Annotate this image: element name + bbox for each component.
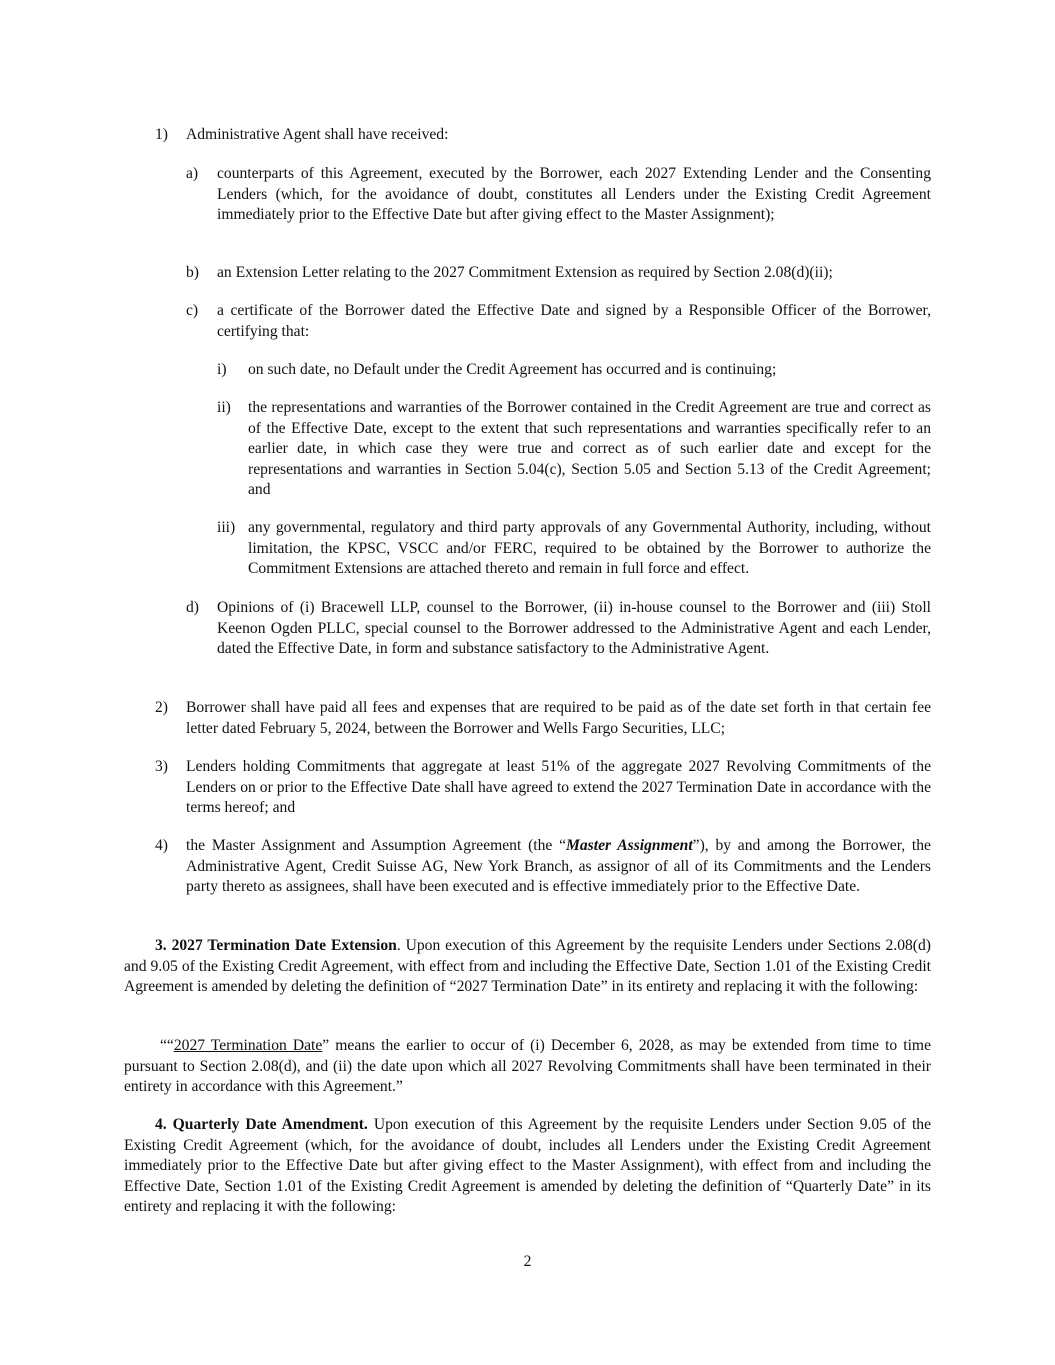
definition-quote: ““2027 Termination Date” means the earlier to occur of (i) December 6, 2028, as may be extended from time to time pursuant to Section 2.08(d), and (ii) the date upon which all 2027 Revolving Commitments shall have been terminated in their entirety in accordance with this Agreement.” xyxy=(124,1037,931,1096)
condition-1d xyxy=(186,598,931,660)
definition-body: ” means the earlier to occur of (i) December 6, 2028, as may be extended from time to time pursuant to Section 2.08(d), and (ii) the date upon which all 2027 Revolving Commitments shall have been terminated in their entirety in accordance with this Agreement.” xyxy=(124,1037,931,1096)
list-number: d) xyxy=(186,599,199,616)
list-text: the representations and warranties of the Borrower contained in the Credit Agreement are true and correct as of the Effective Date, except to the extent that such representations and warranties specifically refer to an earlier date, in which case they were true and correct as of such earlier date and except for the representations and warranties in Section 5.04(c), Section 5.05 and Section 5.13 of the Credit Agreement; and xyxy=(248,399,931,499)
condition-1a xyxy=(186,164,931,226)
condition-1b xyxy=(186,263,931,284)
condition-1c xyxy=(186,301,931,342)
condition-1c-i xyxy=(217,360,931,381)
list-number: 2) xyxy=(155,699,168,716)
list-text: counterparts of this Agreement, executed by the Borrower, each 2027 Extending Lender and the Consenting Lenders (which, for the avoidance of doubt, constitutes all Lenders under the Existing Credit Agreement immediately prior to the Effective Date but after giving effect to the Master Assignment); xyxy=(217,165,931,224)
list-text: Opinions of (i) Bracewell LLP, counsel to the Borrower, (ii) in-house counsel to the Borrower and (iii) Stoll Keenon Ogden PLLC, special counsel to the Borrower addressed to the Administrative Agent and each Lender, dated the Effective Date, in form and substance satisfactory to the Administrative Agent. xyxy=(217,599,931,658)
list-text: any governmental, regulatory and third party approvals of any Governmental Authority, including, without limitation, the KPSC, VSCC and/or FERC, required to be obtained by the Borrower to authorize the Commitment Extensions are attached thereto and remain in full force and effect. xyxy=(248,519,931,578)
section-heading: 3. 2027 Termination Date Extension xyxy=(155,937,397,954)
list-number: 1) xyxy=(155,126,168,143)
defined-term: 2027 Termination Date xyxy=(173,1037,323,1054)
list-text: Administrative Agent shall have received: xyxy=(186,126,449,143)
condition-3 xyxy=(155,757,931,819)
condition-1 xyxy=(155,125,931,146)
list-number: 3) xyxy=(155,758,168,775)
list-text: Lenders holding Commitments that aggregate at least 51% of the aggregate 2027 Revolving Commitments of the Lenders on or prior to the Effective Date shall have agreed to extend the 2027 Termination Date in accordance with the terms hereof; and xyxy=(186,758,931,817)
section-4 xyxy=(124,1115,931,1218)
list-number: 4) xyxy=(155,837,168,854)
list-text: an Extension Letter relating to the 2027 Commitment Extension as required by Section 2.08(d)(ii); xyxy=(217,264,833,281)
section-body: Upon execution of this Agreement by the requisite Lenders under Section 9.05 of the Existing Credit Agreement (which, for the avoidance of doubt, includes all Lenders under the Existing Credit Agreement immediately prior to the Effective Date but after giving effect to the Master Assignment), with effect from and including the Effective Date, Section 1.01 of the Existing Credit Agreement is amended by deleting the definition of “Quarterly Date” in its entirety and replacing it with the following: xyxy=(124,1116,931,1216)
condition-4 xyxy=(155,836,931,898)
condition-2 xyxy=(155,698,931,739)
list-number: c) xyxy=(186,302,199,319)
condition-1c-ii xyxy=(217,398,931,501)
list-number: i) xyxy=(217,361,227,378)
section-3 xyxy=(124,936,931,998)
list-text: the Master Assignment and Assumption Agreement (the “Master Assignment”), by and among the Borrower, the Administrative Agent, Credit Suisse AG, New York Branch, as assignor of all of its Commitments and the Lenders party thereto as assignees, shall have been executed and is effective immediately prior to the Effective Date. xyxy=(186,837,931,896)
condition-1c-iii xyxy=(217,518,931,580)
list-number: a) xyxy=(186,165,199,182)
list-text: on such date, no Default under the Credit Agreement has occurred and is continuing; xyxy=(248,361,777,378)
list-number: ii) xyxy=(217,399,231,416)
section-body: . Upon execution of this Agreement by the requisite Lenders under Sections 2.08(d) and 9.05 of the Existing Credit Agreement, with effect from and including the Effective Date, Section 1.01 of the Existing Credit Agreement is amended by deleting the definition of “2027 Termination Date” in its entirety and replacing it with the following: xyxy=(124,937,931,996)
list-number: b) xyxy=(186,264,199,281)
section-heading: 4. Quarterly Date Amendment. xyxy=(155,1116,368,1133)
defined-term: Master Assignment xyxy=(566,837,693,854)
list-text: Borrower shall have paid all fees and expenses that are required to be paid as of the date set forth in that certain fee letter dated February 5, 2024, between the Borrower and Wells Fargo Securities, LLC; xyxy=(186,699,931,737)
page-number: 2 xyxy=(523,1253,532,1270)
list-text: a certificate of the Borrower dated the Effective Date and signed by a Responsible Officer of the Borrower, certifying that: xyxy=(217,302,931,340)
list-number: iii) xyxy=(217,519,236,536)
